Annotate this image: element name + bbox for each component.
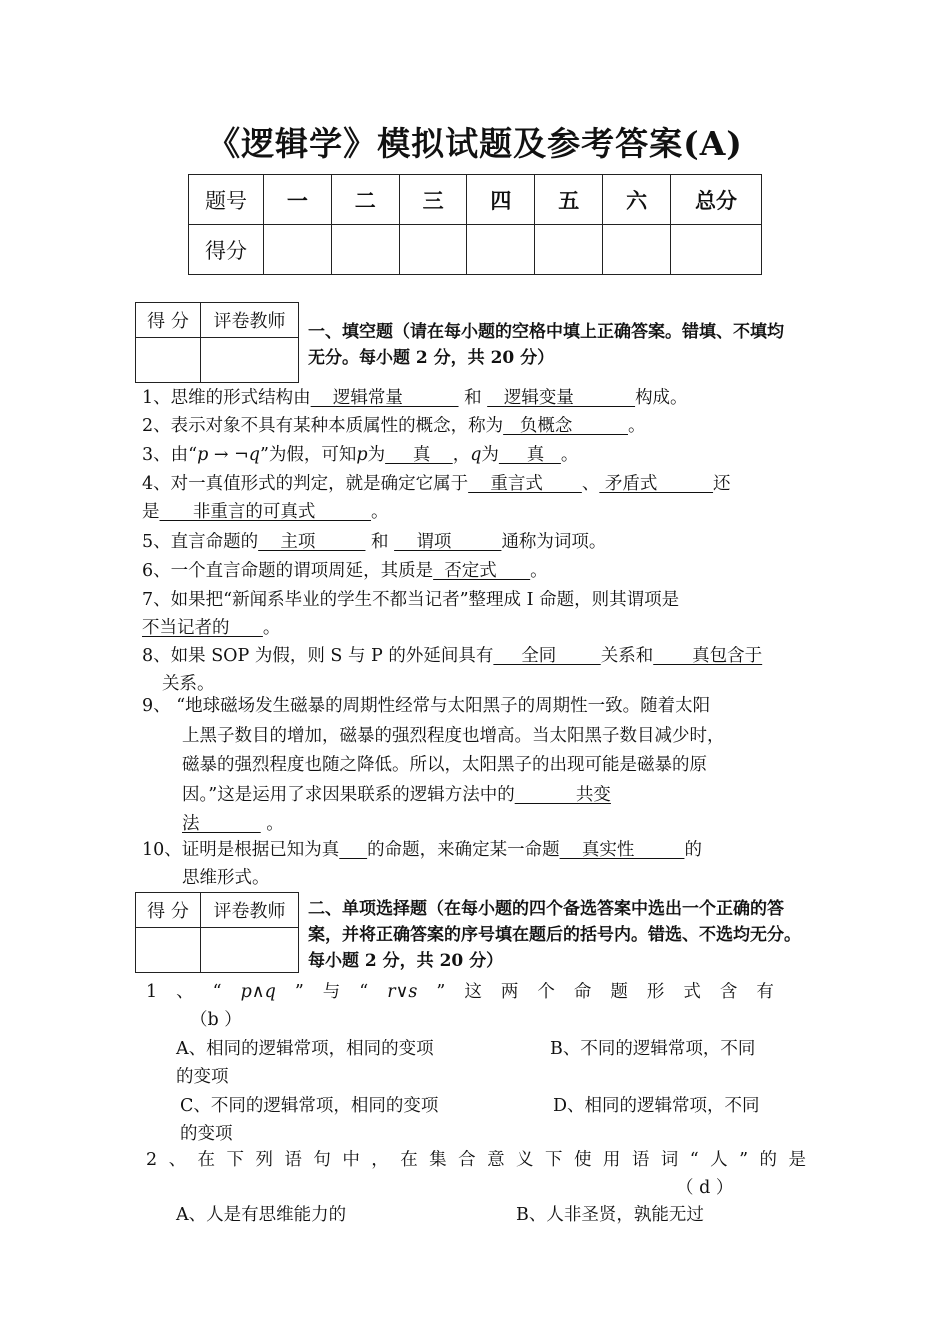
q-text: 在: [400, 1150, 418, 1170]
q-text: 义: [516, 1150, 534, 1170]
q-text: ，: [452, 445, 471, 465]
grader-box-2: [135, 892, 299, 973]
score-header-cell: 五: [535, 175, 603, 225]
q-text: “: [359, 982, 369, 1002]
q-text: 1、思维的形式结构由: [142, 388, 311, 408]
q-text: p∧q: [240, 982, 276, 1002]
q-text: 个: [537, 982, 555, 1002]
mc1-option-c[interactable]: C、不同的逻辑常项，相同的变项: [180, 1096, 439, 1116]
q-text: 和: [458, 388, 488, 408]
grader-score-cell[interactable]: [136, 928, 201, 973]
question-9: [142, 692, 725, 840]
answer-blank[interactable]: 负概念: [503, 416, 628, 436]
variable: q: [470, 445, 482, 465]
answer-blank[interactable]: 共变: [514, 784, 611, 805]
score-header-cell: 四: [467, 175, 535, 225]
q-text: 6、一个直言命题的谓项周延，其质是: [142, 561, 434, 581]
score-table-header-row: [189, 175, 762, 225]
question-2: [142, 412, 645, 440]
q-text: 、: [581, 474, 600, 494]
score-cell[interactable]: [399, 225, 467, 275]
q-text: 1: [146, 982, 158, 1002]
score-cell[interactable]: [535, 225, 603, 275]
q-text: 下: [544, 1150, 563, 1170]
question-3: [142, 441, 578, 469]
q-text: ，: [371, 1150, 389, 1170]
answer-blank[interactable]: 重言式: [468, 474, 582, 494]
score-header-cell: 一: [264, 175, 332, 225]
q-text: 。: [530, 561, 548, 581]
question-10: [142, 836, 702, 892]
answer-blank[interactable]: 主项: [258, 532, 366, 552]
section1-heading-line: 一、填空题（请在每小题的空格中填上正确答案。错填、不填均: [308, 322, 784, 342]
answer-blank[interactable]: 真包含于: [653, 646, 763, 666]
answer-blank[interactable]: 逻辑变量: [487, 388, 636, 408]
grader-teacher-cell[interactable]: [201, 928, 299, 973]
score-header-cell: 题号: [189, 175, 264, 225]
q-text: 。: [560, 445, 579, 465]
score-table-score-row: [189, 225, 762, 275]
q-text: ”: [739, 1150, 749, 1170]
grader-score-label: 得 分: [136, 303, 201, 338]
score-header-cell: 三: [399, 175, 467, 225]
q-text: 这: [464, 982, 482, 1002]
q-text: 还: [713, 474, 731, 494]
q-text: 构成。: [635, 388, 688, 408]
answer-blank[interactable]: 法: [182, 814, 261, 834]
question-1: [142, 384, 688, 412]
q-text: 两: [500, 982, 519, 1002]
q-text: 磁暴的强烈程度也随之降低。所以，太阳黑子的出现可能是磁暴的原: [182, 755, 707, 775]
mc1-option-b[interactable]: B、不同的逻辑常项，不同: [550, 1039, 756, 1059]
q-text: 人: [710, 1150, 728, 1170]
q-text: 3、由“: [142, 445, 198, 465]
answer-blank[interactable]: 矛盾式: [599, 474, 714, 494]
question-7: [142, 586, 679, 642]
mc-question-1: [146, 978, 774, 1006]
answer-blank[interactable]: 真: [498, 445, 561, 465]
grader-teacher-cell[interactable]: [201, 338, 299, 383]
grader-teacher-label: 评卷教师: [201, 893, 299, 928]
q-text: 下: [226, 1150, 244, 1170]
answer-blank[interactable]: [339, 840, 367, 860]
q-text: 在: [197, 1150, 216, 1170]
q-text: 使: [573, 1150, 592, 1170]
answer-blank[interactable]: 谓项: [394, 532, 502, 552]
q-text: 用: [602, 1150, 621, 1170]
q-text: ”为假，可知: [259, 445, 357, 465]
mc1-option-d[interactable]: D、相同的逻辑常项，不同: [553, 1096, 760, 1116]
q-text: 、: [176, 982, 194, 1002]
q-text: 。: [262, 618, 281, 638]
q-text: 关系和: [600, 646, 654, 666]
q-text: 上黑子数目的增加，磁暴的强烈程度也增高。当太阳黑子数目减少时，: [182, 725, 725, 746]
score-cell[interactable]: [264, 225, 332, 275]
q-text: 、: [168, 1150, 187, 1170]
q-text: 2: [146, 1150, 158, 1170]
section2-heading: [308, 896, 801, 974]
q-text: 语: [284, 1150, 302, 1170]
mc1-option-b-cont: 的变项: [176, 1067, 229, 1087]
variable: p: [356, 445, 368, 465]
score-cell[interactable]: [331, 225, 399, 275]
q-text: “: [212, 982, 222, 1002]
q-text: ”: [294, 982, 304, 1002]
q-text: 的命题，来确定某一命题: [367, 840, 560, 860]
answer-blank[interactable]: 非重言的可真式: [159, 502, 372, 522]
q-text: 是: [788, 1150, 806, 1170]
q-text: 和: [365, 532, 395, 552]
q-text: 8、如果 SOP 为假，则 S 与 P 的外延间具有: [142, 646, 494, 666]
grader-score-cell[interactable]: [136, 338, 201, 383]
q-text: 5、直言命题的: [142, 532, 259, 552]
q-text: 4、对一真值形式的判定，就是确定它属于: [142, 474, 469, 494]
section1-heading-line: 无分。每小题 2 分，共 20 分）: [308, 348, 555, 368]
score-row-label: 得分: [189, 225, 264, 275]
q-text: 是: [142, 502, 160, 522]
q-text: 。: [627, 416, 646, 436]
q-text: 为: [367, 445, 386, 465]
grader-box-1: [135, 302, 299, 383]
answer-blank[interactable]: 真: [385, 445, 453, 465]
q-text: 列: [255, 1150, 273, 1170]
q-text: ”: [436, 982, 446, 1002]
q-text: 词: [660, 1150, 679, 1170]
q-text: 。: [260, 814, 284, 834]
q-text: 思维形式。: [182, 868, 270, 888]
q-text: 命: [573, 982, 592, 1002]
q-text: 句: [313, 1150, 331, 1170]
q-text: 为: [481, 445, 499, 465]
answer-blank[interactable]: 不当记者的: [142, 618, 263, 638]
section2-heading-line: 案，并将正确答案的序号填在题后的括号内。错选、不选均无分。: [308, 925, 801, 945]
answer-blank[interactable]: 否定式: [433, 561, 531, 581]
mc-question-2: [146, 1146, 806, 1174]
mc1-answer[interactable]: （b ）: [190, 1010, 242, 1030]
q-text: 通称为词项。: [501, 532, 607, 552]
section1-heading: [308, 319, 784, 371]
grader-teacher-label: 评卷教师: [201, 303, 299, 338]
q-text: 的: [759, 1150, 778, 1170]
q-text: 2、表示对象不具有某种本质属性的概念，称为: [142, 416, 504, 436]
q-text: 9、 “地球磁场发生磁暴的周期性经常与太阳黑子的周期性一致。随着太阳: [142, 696, 711, 716]
q-text: 合: [458, 1150, 476, 1170]
q-text: 有: [756, 982, 774, 1002]
q-text: 。: [371, 502, 389, 522]
mc1-option-a[interactable]: A、相同的逻辑常项，相同的变项: [176, 1039, 434, 1059]
mc2-option-a[interactable]: A、人是有思维能力的: [176, 1205, 347, 1225]
answer-blank[interactable]: 真实性: [559, 840, 685, 860]
q-text: 中: [342, 1150, 360, 1170]
score-cell[interactable]: [467, 225, 535, 275]
q-text: 7、如果把“新闻系毕业的学生不都当记者”整理成 I 命题，则其谓项是: [142, 590, 680, 610]
q-text: 式: [683, 982, 701, 1002]
q-text: 意: [487, 1150, 505, 1170]
score-table: [188, 174, 762, 275]
q-text: 关系。: [162, 674, 215, 694]
section2-heading-line: 二、单项选择题（在每小题的四个备选答案中选出一个正确的答: [308, 899, 784, 919]
score-header-cell: 总分: [671, 175, 762, 225]
formula: p → ¬q: [197, 445, 260, 465]
question-6: [142, 557, 548, 585]
answer-blank[interactable]: 全同: [493, 646, 601, 666]
q-text: 语: [631, 1150, 650, 1170]
question-5: [142, 528, 606, 556]
question-4: [142, 470, 731, 526]
q-text: 10、证明是根据已知为真: [142, 840, 340, 860]
q-text: 的: [684, 840, 702, 860]
question-8: [142, 642, 762, 698]
q-text: 题: [610, 982, 628, 1002]
score-header-cell: 二: [331, 175, 399, 225]
mc1-option-d-cont: 的变项: [180, 1124, 233, 1144]
section2-heading-line: 每小题 2 分，共 20 分）: [308, 951, 504, 971]
mc2-option-b[interactable]: B、人非圣贤，孰能无过: [516, 1205, 704, 1225]
q-text: “: [689, 1150, 699, 1170]
q-text: 形: [646, 982, 665, 1002]
q-text: 集: [429, 1150, 447, 1170]
q-text: 因。”这是运用了求因果联系的逻辑方法中的: [182, 784, 515, 805]
grader-score-label: 得 分: [136, 893, 201, 928]
score-header-cell: 六: [603, 175, 671, 225]
q-text: 含: [719, 982, 738, 1002]
q-text: 与: [322, 982, 341, 1002]
mc2-answer[interactable]: （ d ）: [676, 1178, 734, 1198]
score-cell[interactable]: [671, 225, 762, 275]
score-cell[interactable]: [603, 225, 671, 275]
page-title: 《逻辑学》模拟试题及参考答案(A): [207, 124, 743, 163]
q-text: r∨s: [387, 982, 418, 1002]
answer-blank[interactable]: 逻辑常量: [310, 388, 459, 408]
